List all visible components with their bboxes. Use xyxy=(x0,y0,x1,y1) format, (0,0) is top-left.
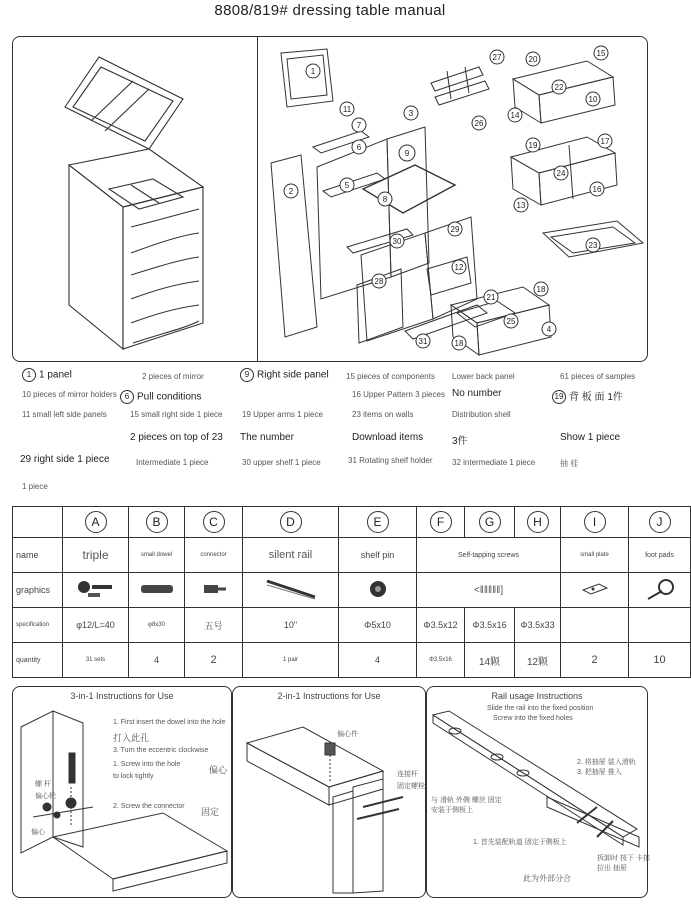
note: 安装于侧板上 xyxy=(431,807,473,814)
callout-22 xyxy=(552,80,566,94)
svg-text:3: 3 xyxy=(408,109,414,118)
part-item: 19 Upper arms 1 piece xyxy=(242,410,323,419)
part-item: 31 Rotating shelf holder xyxy=(348,456,433,465)
note: 固定螺栓 xyxy=(397,783,425,790)
note: 1. 首先装配轨道 固定于侧板上 xyxy=(473,839,567,846)
callout-24 xyxy=(554,166,568,180)
hw-spec: 10" xyxy=(243,608,339,643)
svg-text:15: 15 xyxy=(596,49,606,58)
hw-qty: 31 sets xyxy=(63,643,129,678)
svg-text:12: 12 xyxy=(454,263,464,272)
callout-30 xyxy=(390,234,404,248)
svg-text:1: 1 xyxy=(310,67,316,76)
hardware-table xyxy=(12,506,691,678)
note: 拆卸时 按下 卡扣 xyxy=(597,855,650,862)
connector-icon xyxy=(200,579,228,599)
callout-14 xyxy=(508,108,522,122)
hw-qty: 1 pair xyxy=(243,643,339,678)
letter-c: C xyxy=(203,511,225,533)
callout-25 xyxy=(504,314,518,328)
name-row xyxy=(13,538,691,573)
hw-qty: 2 xyxy=(185,643,243,678)
svg-text:5: 5 xyxy=(344,181,350,190)
hw-spec: Φ5x10 xyxy=(339,608,417,643)
diagram-callouts xyxy=(13,37,647,361)
note: 偏心 xyxy=(31,829,45,836)
note: 与 滑轨 外侧 螺丝 固定 xyxy=(431,797,502,804)
letter-a: A xyxy=(85,511,107,533)
callout-12 xyxy=(452,260,466,274)
callout-4 xyxy=(542,322,556,336)
note: Screw into the fixed holes xyxy=(493,715,573,722)
part-item: 1 piece xyxy=(22,482,48,491)
part-item: Intermediate 1 piece xyxy=(136,458,209,467)
svg-text:6: 6 xyxy=(356,143,362,152)
hw-spec: Φ3.5x16 xyxy=(465,608,515,643)
callout-3 xyxy=(404,106,418,120)
note: 2. 将抽屉 装入滑轨 xyxy=(577,759,636,766)
row-label-quantity: quantity xyxy=(13,643,63,678)
callout-29 xyxy=(448,222,462,236)
part-item: 30 upper shelf 1 piece xyxy=(242,458,321,467)
letter-g: G xyxy=(479,511,501,533)
svg-text:8: 8 xyxy=(382,195,388,204)
part-item: Download items xyxy=(352,432,424,443)
part-item: 3件 xyxy=(452,436,468,447)
hw-name: shelf pin xyxy=(339,538,417,573)
svg-text:21: 21 xyxy=(486,293,496,302)
note: 偏心轮 xyxy=(35,793,56,800)
hw-name: small plate xyxy=(561,538,629,573)
letter-row xyxy=(13,507,691,538)
part-item: Show 1 piece xyxy=(560,432,621,443)
part-item: 29 right side 1 piece xyxy=(20,454,110,465)
shelf-pin-icon xyxy=(366,577,390,601)
note: 偏心件 xyxy=(337,731,358,738)
hw-name: small dowel xyxy=(129,538,185,573)
note: 螺 杆 xyxy=(35,781,51,788)
svg-text:18: 18 xyxy=(536,285,546,294)
hw-spec xyxy=(561,608,629,643)
two-in-one-panel xyxy=(232,686,426,898)
hw-name: triple xyxy=(63,538,129,573)
part-item: 32 intermediate 1 piece xyxy=(452,458,536,467)
three-in-one-panel xyxy=(12,686,232,898)
letter-d: D xyxy=(280,511,302,533)
callout-11 xyxy=(340,102,354,116)
hw-qty: 4 xyxy=(339,643,417,678)
hw-name: connector xyxy=(185,538,243,573)
svg-text:2: 2 xyxy=(288,187,294,196)
rail-icon xyxy=(263,577,319,601)
note: 此为外部分合 xyxy=(523,874,571,883)
part-item: 23 items on walls xyxy=(352,410,414,419)
svg-text:9: 9 xyxy=(404,149,410,158)
svg-text:25: 25 xyxy=(506,317,516,326)
hw-qty: 12颗 xyxy=(515,643,561,678)
letter-h: H xyxy=(527,511,549,533)
panel-title: 3-in-1 Instructions for Use xyxy=(70,691,174,701)
svg-text:14: 14 xyxy=(510,111,520,120)
callout-1 xyxy=(306,64,320,78)
letter-b: B xyxy=(146,511,168,533)
note: 打入此孔 xyxy=(113,733,150,743)
callout-19 xyxy=(526,138,540,152)
note: 连接杆 xyxy=(397,771,418,778)
svg-text:27: 27 xyxy=(492,53,502,62)
callout-18 xyxy=(534,282,548,296)
note: 拉出 抽屉 xyxy=(597,865,627,872)
callout-8 xyxy=(378,192,392,206)
part-item: 15 small right side 1 piece xyxy=(130,410,223,419)
note: to lock tightly xyxy=(113,773,154,780)
part-item: 9 Right side panel xyxy=(240,368,329,382)
note: 3. 把抽屉 推入 xyxy=(577,769,622,776)
part-item: 抽 桂 xyxy=(560,459,579,468)
svg-text:30: 30 xyxy=(392,237,402,246)
note: 固定 xyxy=(201,807,220,817)
hw-name: foot pads xyxy=(629,538,691,573)
part-item: 2 pieces on top of 23 xyxy=(130,432,223,443)
hw-qty: Φ3.5x16 xyxy=(417,643,465,678)
note: 1. Screw into the hole xyxy=(113,761,181,768)
quantity-row xyxy=(13,643,691,678)
callout-7 xyxy=(352,118,366,132)
part-item: 19 背 板 面 1件 xyxy=(552,388,623,404)
callout-26 xyxy=(472,116,486,130)
part-item: The number xyxy=(240,432,294,443)
spec-row xyxy=(13,608,691,643)
svg-text:24: 24 xyxy=(556,169,566,178)
svg-text:11: 11 xyxy=(342,105,352,114)
row-label-graphics: graphics xyxy=(13,573,63,608)
callout-6 xyxy=(352,140,366,154)
hw-qty: 4 xyxy=(129,643,185,678)
callout-10 xyxy=(586,92,600,106)
callout-20 xyxy=(526,52,540,66)
letter-f: F xyxy=(430,511,452,533)
page-title: 8808/819# dressing table manual xyxy=(214,2,446,19)
svg-text:22: 22 xyxy=(554,83,564,92)
part-item: 11 small left side panels xyxy=(22,410,107,419)
callout-18b xyxy=(452,336,466,350)
hw-spec: φ12/L=40 xyxy=(63,608,129,643)
svg-text:26: 26 xyxy=(474,119,484,128)
dowel-icon xyxy=(139,582,175,596)
rail-usage-panel xyxy=(426,686,648,898)
callout-21 xyxy=(484,290,498,304)
hw-spec: φ8x30 xyxy=(129,608,185,643)
hw-spec xyxy=(629,608,691,643)
part-item: No number xyxy=(452,388,502,399)
svg-text:19: 19 xyxy=(528,141,538,150)
hw-spec: Φ3.5x12 xyxy=(417,608,465,643)
graphics-row xyxy=(13,573,691,608)
callout-28 xyxy=(372,274,386,288)
cam-lock-icon xyxy=(76,577,116,601)
hw-spec: Φ3.5x33 xyxy=(515,608,561,643)
panel-title: 2-in-1 Instructions for Use xyxy=(277,691,381,701)
foot-pad-icon xyxy=(644,577,676,601)
hw-qty: 14颗 xyxy=(465,643,515,678)
svg-text:29: 29 xyxy=(450,225,460,234)
callout-31 xyxy=(416,334,430,348)
svg-text:4: 4 xyxy=(546,325,552,334)
note: 2. Screw the connector xyxy=(113,803,185,810)
graphic-triple xyxy=(63,573,129,608)
hw-name: silent rail xyxy=(243,538,339,573)
plate-icon xyxy=(581,580,609,598)
svg-text:31: 31 xyxy=(418,337,428,346)
panel-title: Rail usage Instructions xyxy=(491,691,583,701)
callout-9 xyxy=(399,145,415,161)
part-item: 16 Upper Pattern 3 pieces xyxy=(352,390,445,399)
exploded-diagram-box xyxy=(12,36,648,362)
note: Slide the rail into the fixed position xyxy=(487,705,594,712)
svg-text:17: 17 xyxy=(600,137,610,146)
part-item: Lower back panel xyxy=(452,372,515,381)
callout-5 xyxy=(340,178,354,192)
svg-text:18: 18 xyxy=(454,339,464,348)
svg-text:13: 13 xyxy=(516,201,526,210)
svg-text:23: 23 xyxy=(588,241,598,250)
hw-spec: 五号 xyxy=(185,608,243,643)
part-item: 61 pieces of samples xyxy=(560,372,636,381)
part-item: 2 pieces of mirror xyxy=(142,372,204,381)
note: 1. First insert the dowel into the hole xyxy=(113,719,226,726)
part-item: 15 pieces of components xyxy=(346,372,435,381)
hw-name: Self-tapping screws xyxy=(417,538,561,573)
part-item: Distribution shell xyxy=(452,410,511,419)
letter-i: I xyxy=(584,511,606,533)
callout-16 xyxy=(590,182,604,196)
callout-13 xyxy=(514,198,528,212)
callout-2 xyxy=(284,184,298,198)
hw-qty: 2 xyxy=(561,643,629,678)
two-in-one-drawing xyxy=(233,687,425,897)
row-label-spec: specification xyxy=(13,608,63,643)
callout-23 xyxy=(586,238,600,252)
hw-qty: 10 xyxy=(629,643,691,678)
parts-list xyxy=(12,364,646,500)
callout-27 xyxy=(490,50,504,64)
letter-j: J xyxy=(649,511,671,533)
part-item: 1 1 panel xyxy=(22,368,72,382)
svg-text:10: 10 xyxy=(588,95,598,104)
callout-17 xyxy=(598,134,612,148)
row-label-name: name xyxy=(13,538,63,573)
svg-text:28: 28 xyxy=(374,277,384,286)
note: 偏心 xyxy=(209,765,228,775)
note: 3. Turn the eccentric clockwise xyxy=(113,747,209,754)
svg-text:7: 7 xyxy=(356,121,362,130)
svg-text:16: 16 xyxy=(592,185,602,194)
part-item: 10 pieces of mirror holders xyxy=(22,390,117,399)
screw-icon: <ǁǁǁǁǁ] xyxy=(417,573,561,608)
part-item: 6 Pull conditions xyxy=(120,390,201,404)
callout-15 xyxy=(594,46,608,60)
letter-e: E xyxy=(367,511,389,533)
svg-text:20: 20 xyxy=(528,55,538,64)
